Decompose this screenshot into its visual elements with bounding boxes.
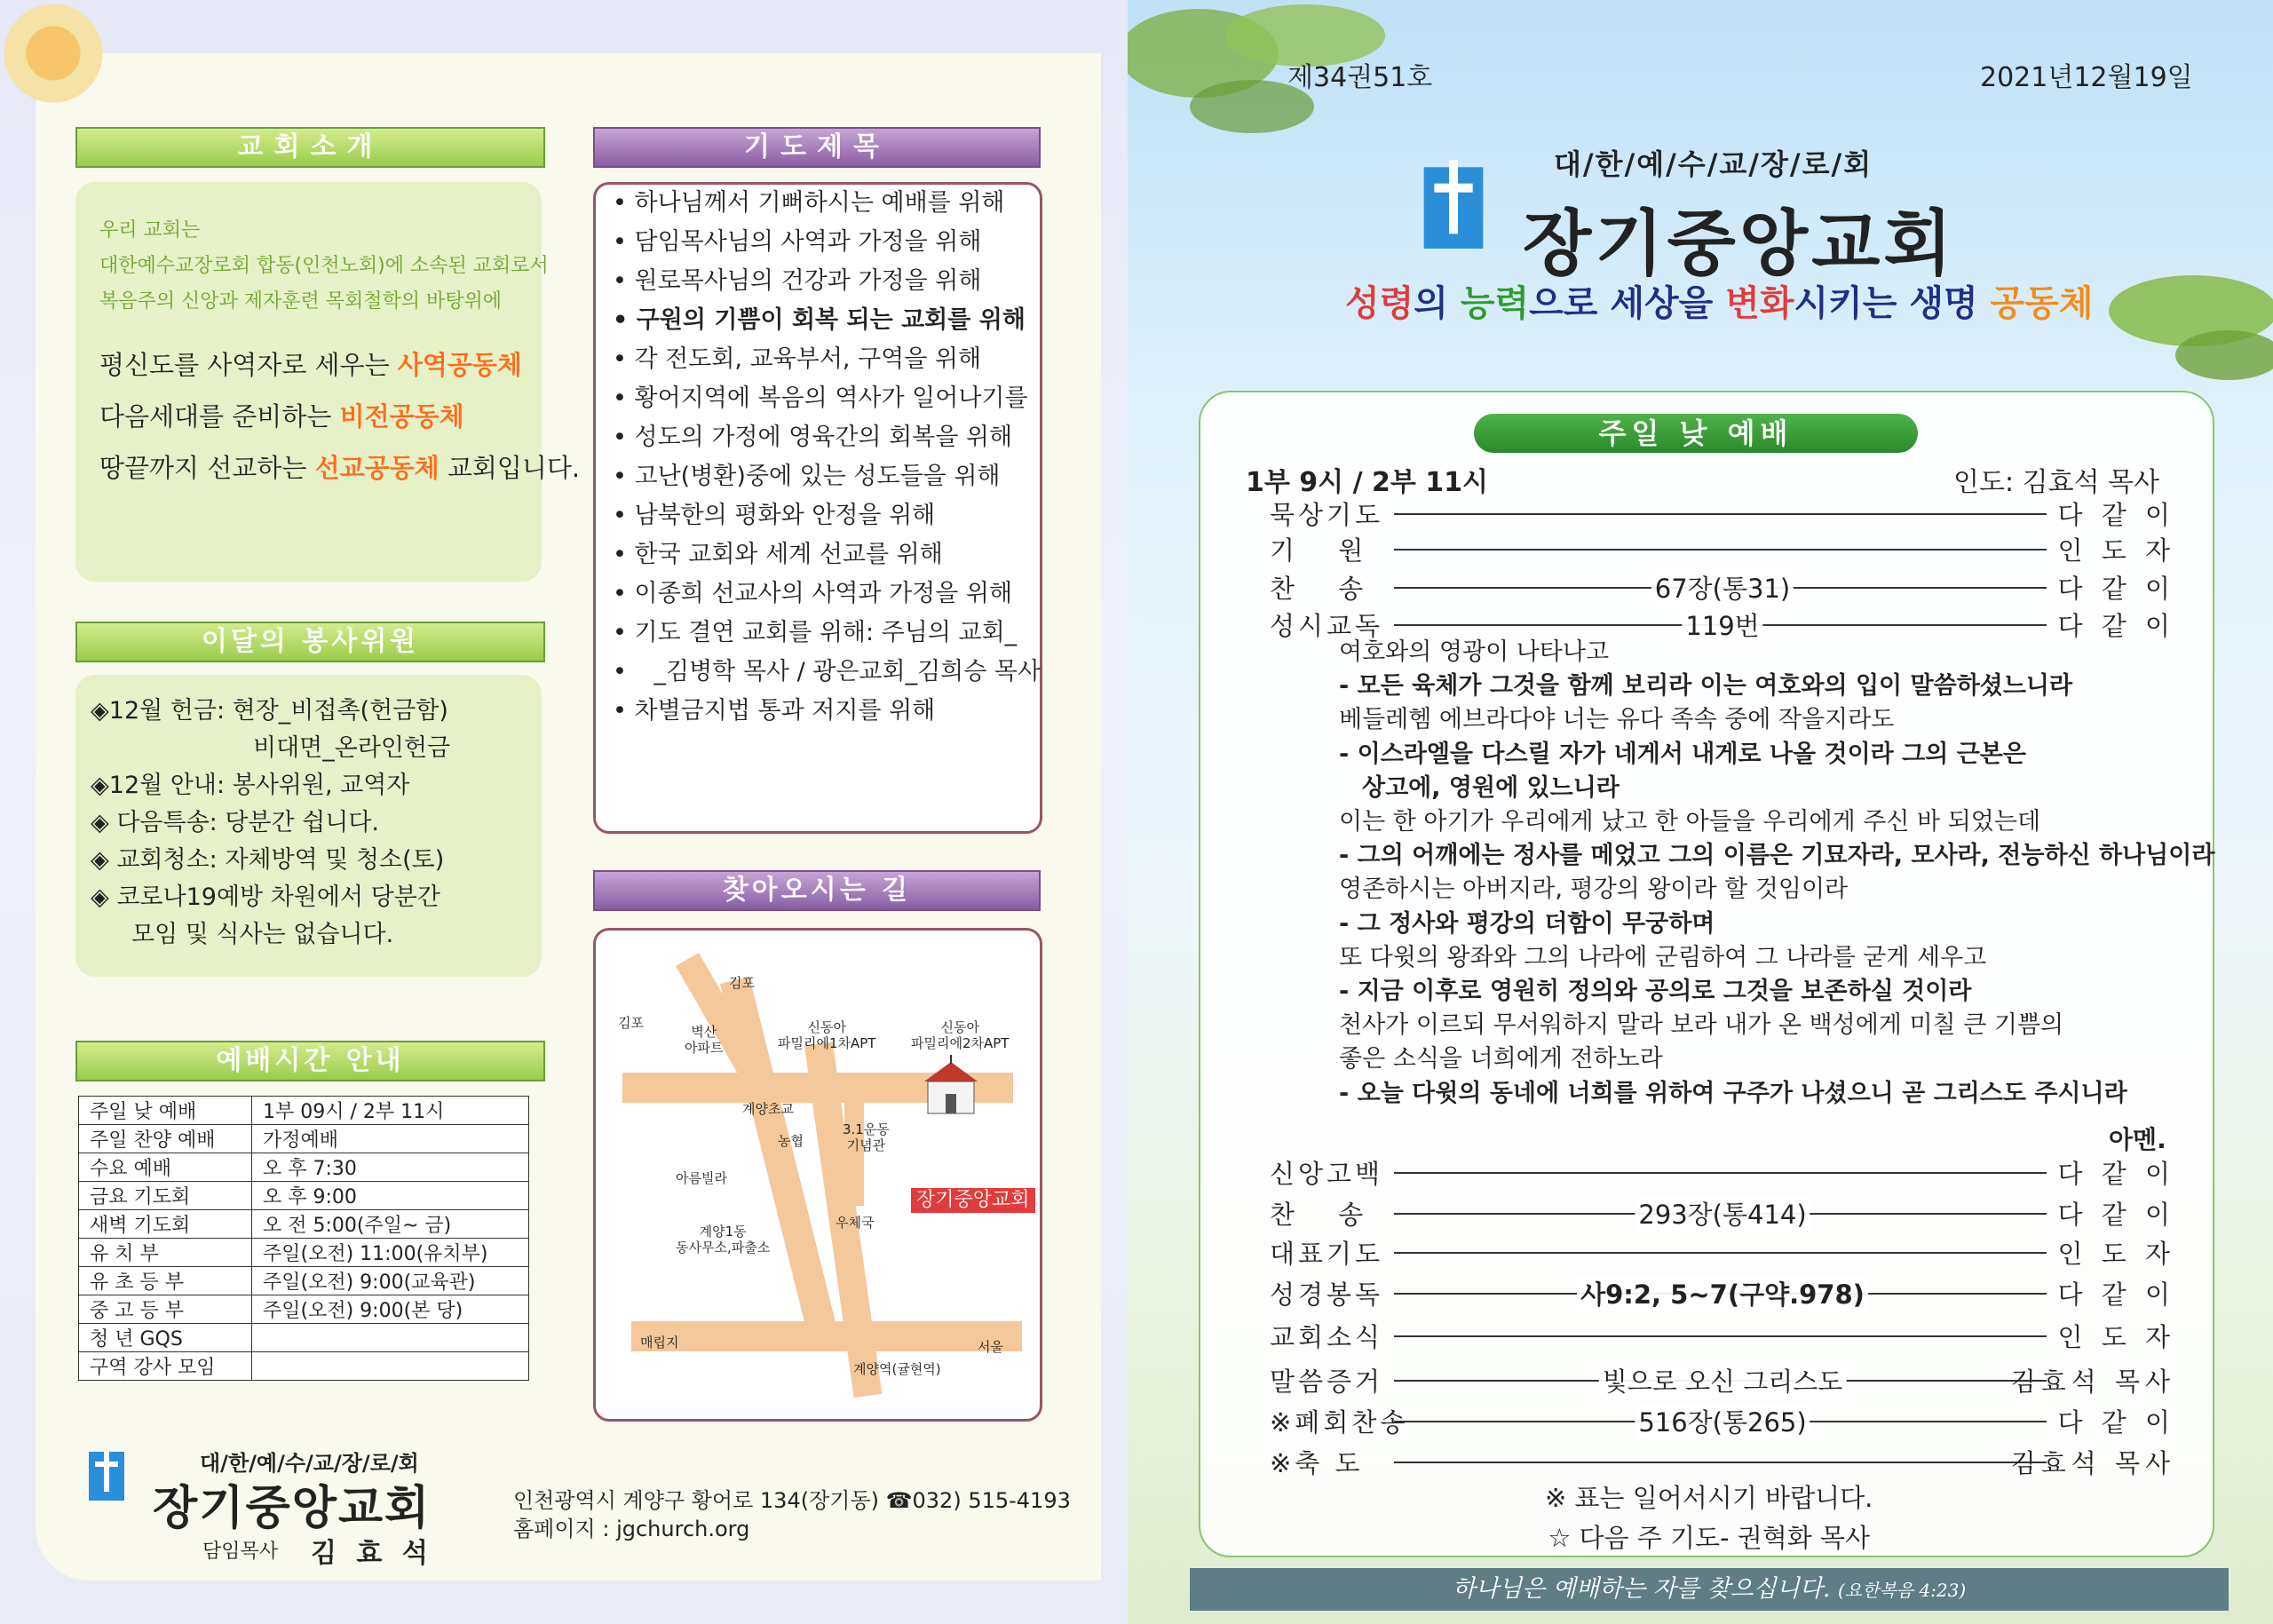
order-row [1270,1275,2175,1311]
church-slogan: 성령의 능력으로 세상을 변화시키는 생명 공동체 [1345,283,2094,324]
map-label: 신동아 파밀리에1차APT [778,1019,876,1051]
worship-time-value: 1부 09시 / 2부 11시 [252,1097,529,1125]
order-performer: 인 도 자 [2057,1239,2175,1269]
worship-time-value: 주일(오전) 9:00(본 당) [252,1295,529,1324]
reading-line: 영존하시는 아버지라, 평강의 왕이라 할 것임이라 [1339,875,1849,904]
reading-line: - 그 정사와 평강의 더함이 무궁하며 [1339,909,1715,938]
order-performer: 다 같 이 [2057,574,2175,604]
prayer-item: • 이종희 선교사의 사역과 가정을 위해 [613,574,1041,614]
reading-line: - 모든 육체가 그것을 함께 보리라 이는 여호와의 입이 말씀하셨느니라 [1339,672,2073,701]
order-label: ※축 도 [1270,1448,1364,1478]
order-label: 신앙고백 [1270,1159,1384,1189]
map-church-label: 장기중앙교회 [911,1188,1035,1213]
bottom-verse-band [1190,1568,2229,1611]
worship-time-value [252,1324,529,1352]
order-detail: 516장(통265) [1635,1403,1810,1439]
order-performer: 김효석 목사 [2010,1367,2175,1397]
order-detail: 빛으로 오신 그리스도 [1599,1362,1847,1398]
worship-time-row [79,1352,529,1381]
order-label: ※폐회찬송 [1270,1407,1409,1438]
map-label: 농협 [778,1133,804,1149]
intro-line: 땅끝까지 선교하는 선교공동체 교회입니다. [99,453,581,483]
prayer-item-continued: • _김병학 목사 / 광은교회_김희승 목사 [613,653,1041,692]
worship-times-table [78,1096,529,1381]
worship-time-row [79,1239,529,1267]
prayer-title: 기도제목 [593,127,1041,168]
order-leader-line [1394,1172,2047,1174]
prayer-item: • 하나님께서 기뻐하시는 예배를 위해 [613,184,1041,223]
map-label: 김포 [729,975,755,991]
reading-line: 또 다윗의 왕좌와 그의 나라에 군림하여 그 나라를 굳게 세우고 [1339,943,1987,971]
worship-time-name: 주일 낮 예배 [79,1097,252,1125]
map-label: 김포 [618,1015,644,1031]
footer-pastor-name: 김 효 석 [311,1538,433,1569]
address-text: 인천광역시 계양구 황어로 134(장기동) ☎032) 515-4193 [513,1488,1071,1513]
worship-time-name: 새벽 기도회 [79,1210,252,1239]
prayer-item: • 구원의 기쁨이 회복 되는 교회를 위해 [613,301,1041,340]
map-label: 벽산 아파트 [685,1024,724,1056]
prayer-item: • 차별금지법 통과 저지를 위해 [613,692,1041,731]
reading-line: 이는 한 아기가 우리에게 났고 한 아들을 우리에게 주신 바 되었는데 [1339,808,2041,836]
order-label: 성경봉독 [1270,1279,1384,1310]
reading-line: 베들레헴 에브라다야 너는 유다 족속 중에 작을지라도 [1339,706,1895,734]
footer-denomination: 대/한/예/수/교/장/로/회 [200,1451,419,1476]
order-row [1270,531,2175,566]
order-label: 찬 송 [1270,574,1382,604]
reading-line: 천사가 이르되 무서워하지 말라 보라 내가 온 백성에게 미칠 큰 기쁨의 [1339,1011,2064,1040]
worship-time-row [79,1267,529,1295]
intro-mission [99,339,580,494]
order-label: 성시교독 [1270,611,1384,641]
prayer-item: • 황어지역에 복음의 역사가 일어나기를 [613,379,1041,418]
order-detail: 67장(통31) [1651,569,1794,606]
worship-time-name: 청 년 GQS [79,1324,252,1352]
map-label: 계양1동 동사무소,파출소 [676,1224,771,1256]
prayer-item: • 고난(병환)중에 있는 성도들을 위해 [613,457,1041,496]
service-title: 주일 낮 예배 [1474,414,1918,453]
reading-line: 상고에, 영원에 있느니라 [1362,773,1620,802]
worship-time-name: 수요 예배 [79,1153,252,1182]
worship-time-value: 주일(오전) 11:00(유치부) [252,1239,529,1267]
worship-time-name: 중 고 등 부 [79,1295,252,1324]
worship-time-row [79,1153,529,1182]
prayer-list [613,184,1041,731]
order-label: 말씀증거 [1270,1367,1384,1397]
footer-church-name: 장기중앙교회 [153,1482,432,1535]
worship-time-row [79,1210,529,1239]
church-cross-logo-icon [1422,160,1485,249]
order-performer: 인 도 자 [2057,535,2175,566]
order-label: 찬 송 [1270,1200,1382,1230]
worship-time-row [79,1295,529,1324]
leaves-right-decoration [2087,249,2273,400]
order-detail: 사9:2, 5~7(구약.978) [1577,1275,1868,1311]
worship-time-row [79,1324,529,1352]
order-leader-line [1394,1252,2047,1254]
map-label: 계양초교 [742,1101,794,1117]
intro-small-line: 우리 교회는 [99,219,201,242]
footer-pastor-label: 담임목사 [202,1541,279,1563]
order-performer: 인 도 자 [2057,1322,2175,1352]
order-performer: 다 같 이 [2057,1159,2175,1189]
order-detail: 119번 [1682,606,1762,643]
map-label: 아름빌라 [676,1170,727,1186]
volume-number: 제34권51호 [1287,62,1433,93]
intro-title: 교회소개 [75,127,545,168]
servants-line: ◈ 다음특송: 당분간 쉽니다. [91,809,380,836]
notes [1545,1478,1873,1558]
intro-line: 다음세대를 준비하는 비전공동체 [99,401,464,432]
order-performer: 다 같 이 [2057,1407,2175,1438]
service-leader: 인도: 김효석 목사 [1953,467,2160,498]
footer-address [513,1486,1071,1543]
intro-small-line: 대한예수교장로회 합동(인천노회)에 소속된 교회로서 [99,255,549,277]
worship-time-value: 오 후 7:30 [252,1153,529,1182]
order-leader-line [1394,1462,2047,1463]
map-label: 우체국 [836,1215,875,1231]
order-row [1270,1403,2175,1438]
prayer-item: • 성도의 가정에 영육간의 회복을 위해 [613,418,1041,457]
order-label: 묵상기도 [1270,500,1384,530]
order-row [1270,569,2175,605]
reading-line: - 그의 어깨에는 정사를 메었고 그의 이름은 기묘자라, 모사라, 전능하신 하나님이라 [1339,842,2215,870]
reading-line: - 이스라엘을 다스릴 자가 네게서 내게로 나올 것이라 그의 근본은 [1339,740,2026,768]
intro-small-text [99,213,549,320]
order-row [1270,495,2175,531]
prayer-item: • 담임목사님의 사역과 가정을 위해 [613,223,1041,262]
worship-time-row [79,1182,529,1210]
map-label: 계양역(귤현역) [853,1361,941,1377]
order-performer: 다 같 이 [2057,1200,2175,1230]
worship-time-name: 유 치 부 [79,1239,252,1267]
order-label: 대표기도 [1270,1239,1384,1269]
worship-time-value: 오 후 9:00 [252,1182,529,1210]
service-time: 1부 9시 / 2부 11시 [1246,467,1489,498]
order-row [1270,1234,2175,1270]
church-cross-logo-icon [89,1447,124,1501]
servants-list [91,693,450,954]
church-building-icon [915,1055,986,1117]
prayer-item: • 원로목사님의 건강과 가정을 위해 [613,262,1041,301]
next-week-prayer: ☆ 다음 주 기도- 권혁화 목사 [1548,1523,1871,1553]
responsive-reading [1339,636,2214,1111]
worship-time-row [79,1097,529,1125]
servants-line: 모임 및 식사는 없습니다. [131,921,394,948]
standing-note: ※ 표는 일어서시기 바랍니다. [1545,1483,1873,1513]
flower-decoration [0,0,151,133]
reading-line: - 오늘 다윗의 동네에 너희를 위하여 구주가 나셨으니 곧 그리스도 주시니라 [1339,1079,2127,1107]
worship-times-title: 예배시간 안내 [75,1041,545,1081]
map-label: 서울 [978,1339,1003,1355]
order-row [1270,1195,2175,1231]
order-performer: 다 같 이 [2057,611,2175,641]
bottom-verse: 하나님은 예배하는 자를 찾으십니다. [1452,1575,1831,1603]
order-detail: 293장(통414) [1635,1195,1810,1232]
homepage-link[interactable]: 홈페이지 : jgchurch.org [513,1517,750,1541]
servants-line: ◈ 코로나19예방 차원에서 당분간 [91,883,440,911]
header-denomination: 대/한/예/수/교/장/로/회 [1554,147,1873,181]
order-leader-line [1394,549,2047,551]
reading-line: 좋은 소식을 너희에게 전하노라 [1339,1045,1663,1073]
order-leader-line [1394,513,2047,515]
worship-time-name: 주일 찬양 예배 [79,1125,252,1153]
directions-title: 찾아오시는 길 [593,870,1041,911]
order-row [1270,1154,2175,1190]
worship-time-row [79,1125,529,1153]
order-row [1270,1362,2175,1398]
map-label: 신동아 파밀리에2차APT [911,1019,1010,1051]
prayer-item: • 각 전도회, 교육부서, 구역을 위해 [613,340,1041,379]
worship-time-name: 유 초 등 부 [79,1267,252,1295]
order-performer: 김효석 목사 [2010,1448,2175,1478]
bulletin-date: 2021년12월19일 [1980,62,2193,93]
order-row [1270,1318,2175,1353]
prayer-item: • 기도 결연 교회를 위해: 주님의 교회_ [613,614,1041,653]
reading-line: 여호와의 영광이 나타나고 [1339,638,1610,666]
worship-time-value: 오 전 5:00(주일~ 금) [252,1210,529,1239]
order-performer: 다 같 이 [2057,500,2175,530]
worship-time-value: 주일(오전) 9:00(교육관) [252,1267,529,1295]
order-label: 교회소식 [1270,1322,1384,1352]
servants-line: 비대면_온라인헌금 [253,734,451,762]
intro-small-line: 복음주의 신앙과 제자훈련 목회철학의 바탕위에 [99,290,503,313]
header-church-name: 장기중앙교회 [1523,202,1956,285]
intro-line: 평신도를 사역자로 세우는 사역공동체 [99,350,522,380]
map-label: 매립지 [640,1335,679,1351]
bottom-verse-ref: (요한복음 4:23) [1838,1580,1967,1601]
prayer-item: • 한국 교회와 세계 선교를 위해 [613,535,1041,574]
prayer-item: • 남북한의 평화와 안정을 위해 [613,496,1041,535]
directions-map [593,928,1042,1422]
servants-title: 이달의 봉사위원 [75,622,545,662]
reading-line: - 지금 이후로 영원히 정의와 공의로 그것을 보존하실 것이라 [1339,978,1972,1006]
order-leader-line [1394,1335,2047,1337]
order-label: 기 원 [1270,535,1382,566]
servants-line: ◈12월 헌금: 현장_비접촉(헌금함) [91,697,448,725]
worship-time-name: 금요 기도회 [79,1182,252,1210]
worship-time-value: 가정예배 [252,1125,529,1153]
amen: 아멘. [2109,1125,2166,1154]
servants-line: ◈12월 안내: 봉사위원, 교역자 [91,772,410,799]
worship-time-name: 구역 강사 모임 [79,1352,252,1381]
servants-line: ◈ 교회청소: 자체방역 및 청소(토) [91,846,445,874]
order-performer: 다 같 이 [2057,1279,2175,1310]
order-row [1270,1444,2175,1479]
map-label: 3.1운동 기념관 [843,1121,890,1153]
worship-time-value [252,1352,529,1381]
